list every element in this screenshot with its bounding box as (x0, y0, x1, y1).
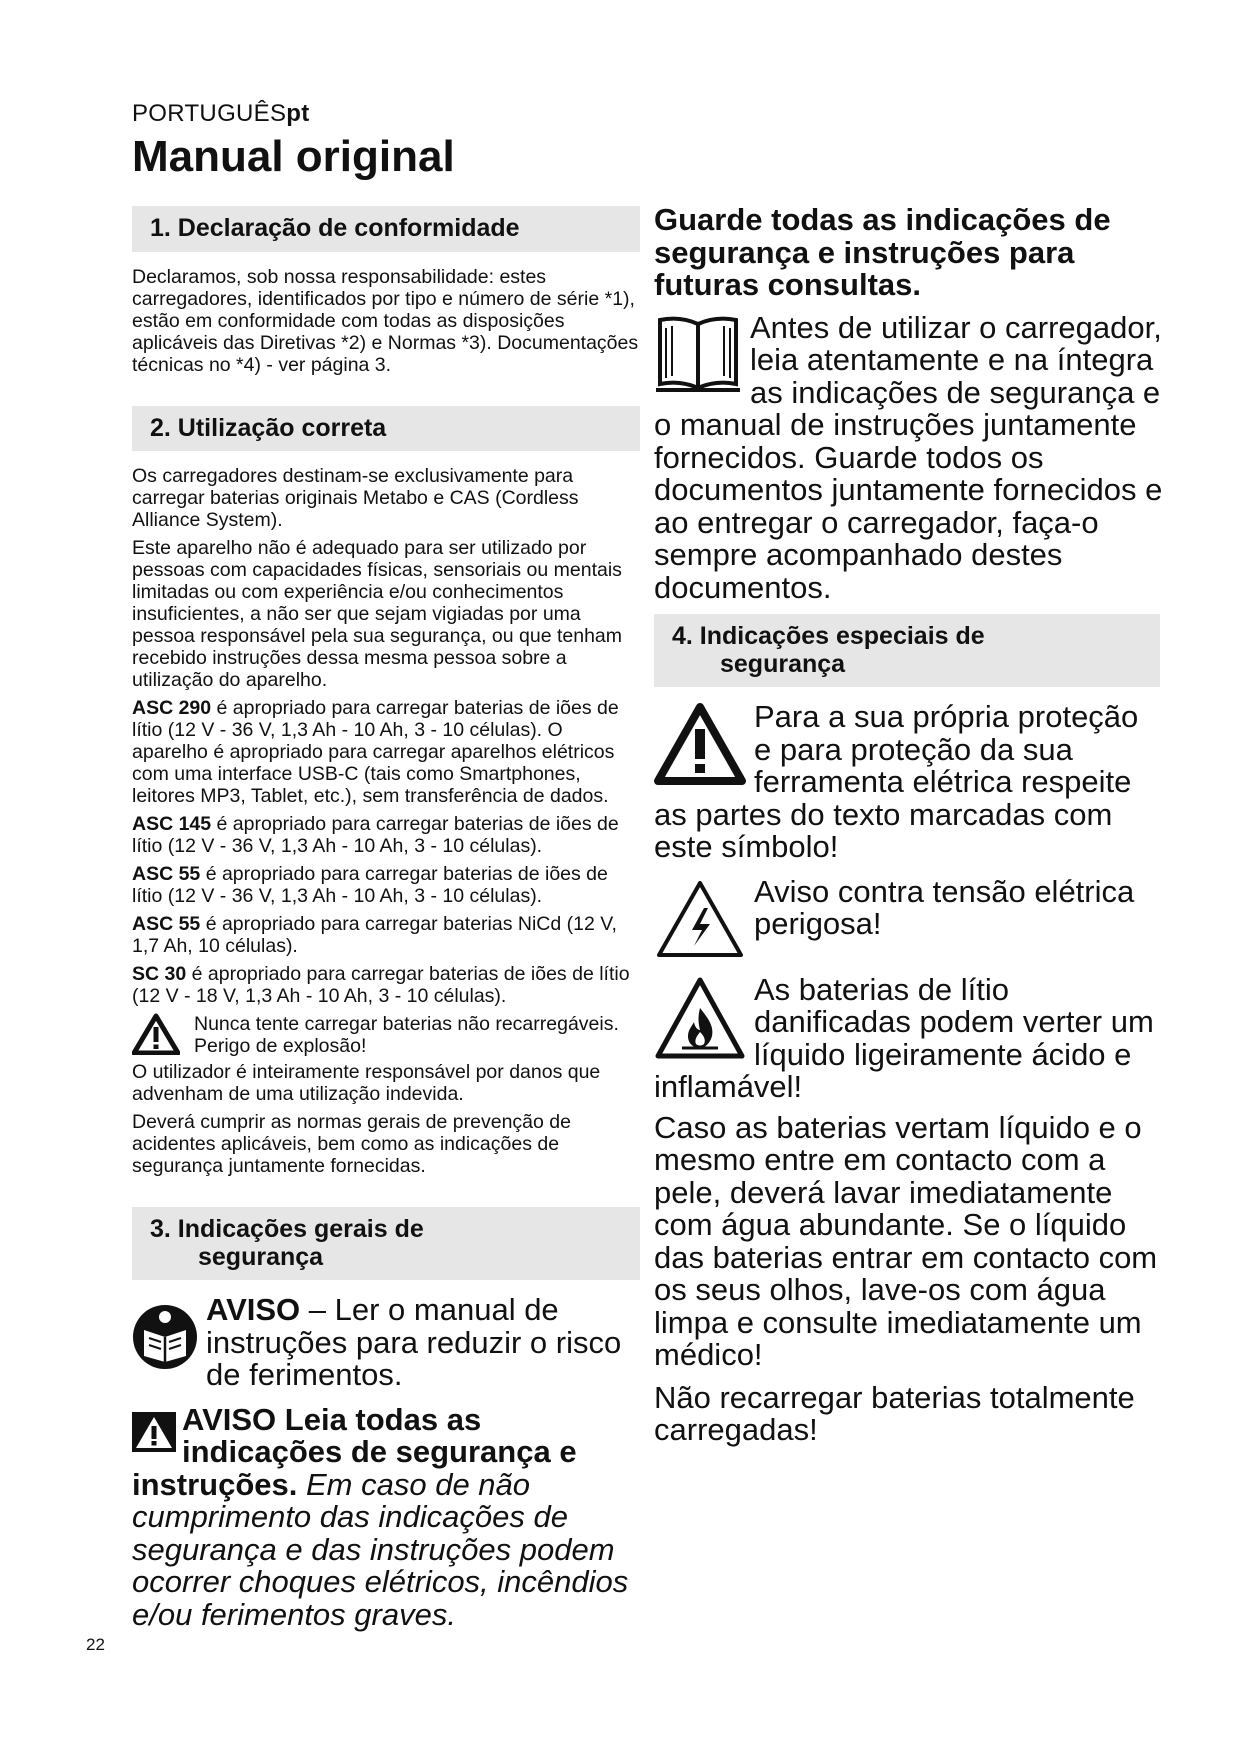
declaration-text: Declaramos, sob nossa responsabilidade: estes carregadores, identificados por tipo e número de série *1), estão em conformidade com todas as disposições aplicáveis das Diretivas *2) e Normas *3). Documentações técnicas no *4) - ver página 3. (132, 265, 639, 376)
model-paragraph: ASC 145 é apropriado para carregar baterias de iões de lítio (12 V - 36 V, 1,3 Ah - 10 Ah, 3 - 10 células). (132, 813, 619, 857)
explosion-warning-text: Nunca tente carregar baterias não recarregáveis. Perigo de explosão! (194, 1013, 619, 1057)
read-all-warning (132, 1401, 640, 1632)
read-all-text: AVISO Leia todas as indicações de segurança e instruções. Em caso de não cumprimento das indicações de segurança e das instruções podem ocorrer choques elétricos, incêndios e/ou ferimentos graves. (132, 1401, 629, 1632)
voltage-warning-text: Aviso contra tensão elétrica perigosa! (754, 873, 1135, 941)
section-3-heading: 3. Indicações gerais de segurança (132, 1207, 640, 1280)
lithium-warning (654, 971, 1164, 1104)
warning-triangle-icon (654, 703, 746, 785)
intended-use-text: Os carregadores destinam-se exclusivamente para carregar baterias originais Metabo e CAS (Cordless Alliance System). (132, 465, 579, 531)
responsibility-text: O utilizador é inteiramente responsável por danos que advenham de uma utilização indevida. (132, 1061, 601, 1105)
lithium-warning-text: As baterias de lítio danificadas podem verter um líquido ligeiramente ácido e inflamável! (654, 971, 1154, 1104)
model-name: SC 30 (132, 963, 187, 985)
model-paragraph: SC 30 é apropriado para carregar baterias de iões de lítio (12 V - 18 V, 1,3 Ah - 10 Ah, 3 - 10 células). (132, 963, 630, 1007)
voltage-warning (654, 873, 1164, 941)
no-recharge-text: Não recarregar baterias totalmente carregadas! (654, 1379, 1135, 1447)
symbol-note-text: Para a sua própria proteção e para proteção da sua ferramenta elétrica respeite as partes do texto marcadas com este símbolo! (654, 699, 1139, 864)
model-name: ASC 145 (132, 813, 212, 835)
explosion-warning (132, 1013, 640, 1057)
model-name: ASC 290 (132, 697, 212, 719)
leak-note-text: Caso as baterias vertam líquido e o mesmo entre em contacto com a pele, deverá lavar imediatamente com água abundante. Se o líquido das baterias entrar em contacto com os seus olhos, lave-os com água limpa e consulte imediatamente um médico! (654, 1109, 1158, 1372)
warning-triangle-icon (132, 1013, 180, 1055)
language-label: PORTUGUÊSpt (132, 100, 310, 127)
read-manual-icon (132, 1304, 198, 1370)
symbol-note (654, 701, 1164, 864)
keep-instructions-text: Guarde todas as indicações de segurança e instruções para futuras consultas. (654, 202, 1111, 302)
model-paragraph: ASC 55 é apropriado para carregar baterias NiCd (12 V, 1,7 Ah, 10 células). (132, 913, 617, 957)
section-2-body (132, 465, 640, 1177)
model-paragraph: ASC 55 é apropriado para carregar baterias de iões de lítio (12 V - 36 V, 1,3 Ah - 10 Ah, 3 - 10 células). (132, 863, 608, 907)
electric-hazard-icon (654, 878, 746, 960)
warning-triangle-icon (132, 1412, 176, 1452)
page-number: 22 (86, 1635, 105, 1654)
model-paragraph: ASC 290 é apropriado para carregar baterias de iões de lítio (12 V - 36 V, 1,3 Ah - 10 Ah, 3 - 10 células). O aparelho é apropriado para carregar aparelhos elétricos com uma interface USB-C (tais como Smartphones, leitores MP3, Tablet, etc.), sem transferência de dados. (132, 697, 619, 807)
section-2-heading: 2. Utilização correta (132, 406, 640, 452)
restriction-text: Este aparelho não é adequado para ser utilizado por pessoas com capacidades físicas, sensoriais ou mentais limitadas ou com experiência e/ou conhecimentos insuficientes, a não ser que sejam vigiadas por uma pessoa responsável pela sua segurança, ou que tenham recebido instruções dessa mesma pessoa sobre a utilização do aparelho. (132, 537, 623, 691)
model-name: ASC 55 (132, 863, 201, 885)
prevention-text: Deverá cumprir as normas gerais de prevenção de acidentes aplicáveis, bem como as indicações de segurança juntamente fornecidas. (132, 1111, 571, 1177)
manual-note (654, 309, 1164, 605)
flammable-icon (654, 976, 746, 1060)
read-manual-text: AVISO – Ler o manual de instruções para reduzir o risco de ferimentos. (206, 1292, 622, 1392)
model-name: ASC 55 (132, 913, 201, 935)
right-column (654, 198, 1164, 1447)
section-4-heading: 4. Indicações especiais de segurança (654, 614, 1160, 687)
page-title: Manual original (132, 132, 455, 181)
manual-note-text: Antes de utilizar o carregador, leia atentamente e na íntegra as indicações de segurança e o manual de instruções juntamente fornecidos. Guarde todos os documentos juntamente fornecidos e ao entregar o carregador, faça-o sempre acompanhado destes documentos. (654, 309, 1163, 605)
left-column (132, 206, 640, 1631)
section-1-heading: 1. Declaração de conformidade (132, 206, 640, 252)
open-book-icon (654, 314, 742, 398)
read-manual-warning (132, 1294, 640, 1392)
section-1-body (132, 266, 640, 376)
